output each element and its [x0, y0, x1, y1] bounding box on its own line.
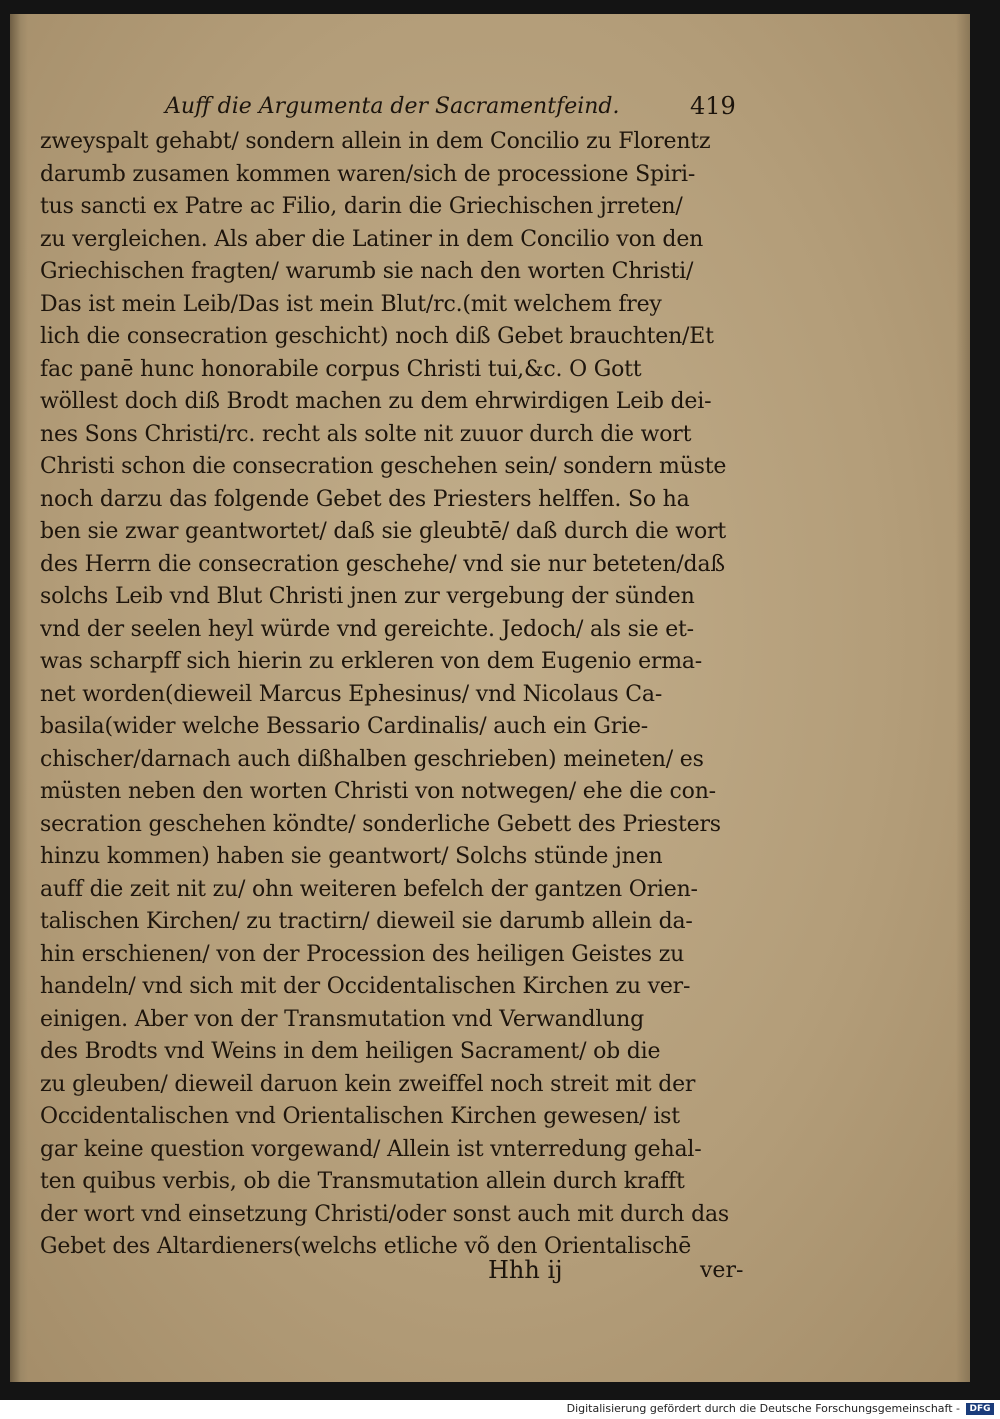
text-line: hinzu kommen) haben sie geantwort/ Solchs stünde jnen — [40, 844, 663, 869]
text-line: hin erschienen/ von der Procession des heiligen Geistes zu — [40, 941, 685, 967]
text-line: secration geschehen köndte/ sonderliche Gebett des Priesters — [40, 811, 721, 837]
text-line: Gebet des Altardieners(welchs etliche võ den Orientalischē — [40, 1234, 692, 1259]
text-line: zu vergleichen. Als aber die Latiner in dem Concilio von den — [40, 226, 704, 252]
text-line: ben sie zwar geantwortet/ daß sie gleubtē/ daß durch die wort — [40, 519, 726, 544]
text-line: Occidentalischen vnd Orientalischen Kirchen gewesen/ ist — [40, 1104, 680, 1129]
text-line: Christi schon die consecration geschehen sein/ sondern müste — [40, 454, 727, 479]
body-text — [40, 126, 760, 1264]
text-line: des Brodts vnd Weins in dem heiligen Sacrament/ ob die — [40, 1039, 661, 1064]
text-line: noch darzu das folgende Gebet des Priesters helffen. So ha — [40, 486, 690, 512]
text-line: lich die consecration geschicht) noch diß Gebet brauchten/Et — [40, 324, 714, 349]
footer-bar — [0, 1400, 1000, 1419]
page-gutter — [10, 14, 28, 1382]
text-line: der wort vnd einsetzung Christi/oder sonst auch mit durch das — [40, 1201, 729, 1227]
text-line: handeln/ vnd sich mit der Occidentalischen Kirchen zu ver- — [40, 974, 691, 999]
text-line: auff die zeit nit zu/ ohn weiteren befelch der gantzen Orien- — [40, 876, 698, 902]
text-line: solchs Leib vnd Blut Christi jnen zur vergebung der sünden — [40, 584, 695, 609]
text-line: ten quibus verbis, ob die Transmutation allein durch krafft — [40, 1169, 685, 1194]
text-line: Griechischen fragten/ warumb sie nach den worten Christi/ — [40, 259, 694, 284]
text-line: gar keine question vorgewand/ Allein ist vnterredung gehal- — [40, 1136, 702, 1162]
funding-credit: Digitalisierung gefördert durch die Deutsche Forschungsgemeinschaft - — [566, 1402, 960, 1415]
text-line: was scharpff sich hierin zu erkleren von dem Eugenio erma- — [40, 649, 703, 674]
text-line: vnd der seelen heyl würde vnd gereichte. Jedoch/ als sie et- — [40, 616, 694, 642]
signature-mark: Hhh ij — [488, 1256, 563, 1284]
text-line: müsten neben den worten Christi von notwegen/ ehe die con- — [40, 779, 716, 804]
catchword: ver- — [700, 1258, 744, 1283]
running-head: Auff die Argumenta der Sacramentfeind. — [165, 94, 620, 119]
text-line: zweyspalt gehabt/ sondern allein in dem Concilio zu Florentz — [40, 129, 711, 154]
text-line: nes Sons Christi/rc. recht als solte nit zuuor durch die wort — [40, 421, 692, 447]
text-line: talischen Kirchen/ zu tractirn/ dieweil sie darumb allein da- — [40, 909, 693, 934]
text-line: chischer/darnach auch dißhalben geschrieben) meineten/ es — [40, 746, 704, 772]
text-line: tus sancti ex Patre ac Filio, darin die Griechischen jrreten/ — [40, 194, 683, 219]
text-line: basila(wider welche Bessario Cardinalis/ auch ein Grie- — [40, 714, 649, 739]
text-line: einigen. Aber von der Transmutation vnd Verwandlung — [40, 1006, 645, 1032]
text-line: zu gleuben/ dieweil daruon kein zweiffel noch streit mit der — [40, 1071, 696, 1097]
page-edge — [956, 14, 970, 1382]
book-page — [10, 14, 970, 1382]
text-line: darumb zusamen kommen waren/sich de processione Spiri- — [40, 161, 696, 187]
dfg-logo: DFG — [966, 1403, 994, 1415]
page-foot — [10, 1256, 970, 1296]
text-line: fac panē hunc honorabile corpus Christi tui,&c. O Gott — [40, 356, 642, 382]
text-line: wöllest doch diß Brodt machen zu dem ehrwirdigen Leib dei- — [40, 389, 712, 414]
page-number: 419 — [690, 92, 736, 120]
text-line: net worden(dieweil Marcus Ephesinus/ vnd Nicolaus Ca- — [40, 681, 663, 707]
text-line: Das ist mein Leib/Das ist mein Blut/rc.(mit welchem frey — [40, 291, 662, 317]
text-line: des Herrn die consecration geschehe/ vnd sie nur beteten/daß — [40, 551, 725, 577]
